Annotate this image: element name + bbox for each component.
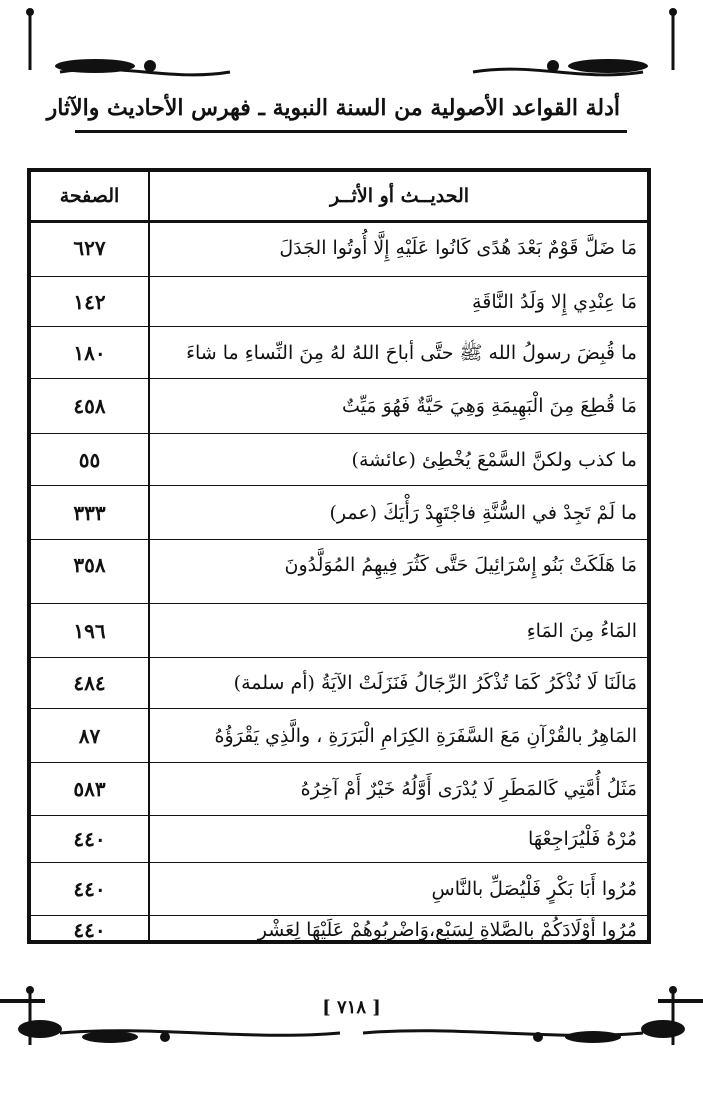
table-row bbox=[31, 816, 647, 863]
hadith-text: مُرُوا أَوْلَادَكُمْ بالصَّلاةِ لِسَبْعٍ،وَاضْرِبُوهُمْ عَلَيْهَا لِعَشْرٍ bbox=[257, 919, 637, 941]
page-number: ١٩٦ bbox=[73, 619, 106, 643]
hadith-text: مَا عِنْدِي إِلا وَلَدُ النَّاقَةِ bbox=[472, 291, 637, 313]
page-number: ١٤٢ bbox=[73, 290, 106, 314]
page-column-header: الصفحة bbox=[59, 185, 120, 207]
table-row bbox=[31, 223, 647, 277]
table-row bbox=[31, 379, 647, 434]
table-row bbox=[31, 277, 647, 327]
page-number: ٤٥٨ bbox=[73, 394, 106, 418]
hadith-text: المَاءُ مِنَ المَاءِ bbox=[526, 620, 637, 642]
hadith-text: ما قُبِضَ رسولُ الله ﷺ حتَّى أباحَ اللهُ لهُ مِنَ النِّساءِ ما شاءَ bbox=[186, 342, 637, 364]
page-number: ٨٧ bbox=[78, 724, 101, 748]
table-row bbox=[31, 540, 647, 604]
hadith-text: مُرُوا أَبَا بَكْرٍ فَلْيُصَلِّ بالنَّاسِ bbox=[431, 878, 637, 900]
table-row bbox=[31, 434, 647, 486]
page-number: ٤٨٤ bbox=[73, 671, 106, 695]
page-number-footer: [ ٧١٨ ] bbox=[322, 997, 381, 1018]
page-number: ٤٤٠ bbox=[73, 918, 106, 942]
table-row bbox=[31, 327, 647, 379]
table-row bbox=[31, 709, 647, 763]
hadith-index-table bbox=[27, 168, 651, 944]
hadith-text: ما كذب ولكنَّ السَّمْعَ يُخْطِئ (عائشة) bbox=[351, 449, 637, 471]
hadith-text: المَاهِرُ بالقُرْآنِ مَعَ السَّفَرَةِ الكِرَامِ الْبَرَرَةِ ، والَّذِي يَقْرَؤُهُ bbox=[214, 725, 637, 747]
page-number: ٤٤٠ bbox=[73, 877, 106, 901]
page-number: ٣٥٨ bbox=[73, 553, 106, 577]
table-row bbox=[31, 658, 647, 709]
running-header-title: أدلة القواعد الأصولية من السنة النبوية ـ فهرس الأحاديث والآثار bbox=[46, 95, 620, 121]
top-ornament bbox=[0, 0, 703, 80]
page-number: ٥٨٣ bbox=[73, 777, 106, 801]
hadith-text: مَا قُطِعَ مِنَ الْبَهِيمَةِ وَهِيَ حَيَّةٌ فَهُوَ مَيِّتٌ bbox=[341, 395, 637, 417]
page-number: ١٨٠ bbox=[73, 341, 106, 365]
hadith-text: مَثَلُ أُمَّتِي كَالمَطَرِ لَا يُدْرَى أَوَّلُهُ خَيْرٌ أَمْ آخِرُهُ bbox=[300, 778, 637, 800]
hadith-text: ما لَمْ تَجِدْ في السُّنَّةِ فاجْتَهِدْ رَأْيَكَ (عمر) bbox=[329, 502, 637, 524]
hadith-column-header: الحديــث أو الأثــر bbox=[329, 185, 470, 207]
table-header bbox=[31, 172, 647, 223]
table-row bbox=[31, 604, 647, 658]
hadith-text: مُرْهُ فَلْيُرَاجِعْهَا bbox=[528, 828, 637, 850]
table-row bbox=[31, 763, 647, 816]
table-row bbox=[31, 916, 647, 944]
table-row bbox=[31, 863, 647, 916]
hadith-text: مَالَنَا لَا نُذْكَرُ كَمَا تُذْكَرُ الرِّجَالُ فَنَزَلَتْ الآيَةُ (أم سلمة) bbox=[233, 672, 637, 694]
table-row bbox=[31, 486, 647, 540]
header-rule bbox=[75, 130, 627, 133]
page-number: ٦٢٧ bbox=[73, 236, 106, 260]
page-number: ٣٣٣ bbox=[73, 501, 106, 525]
page-number: ٥٥ bbox=[78, 448, 101, 472]
page-number: ٤٤٠ bbox=[73, 827, 106, 851]
hadith-text: مَا هَلَكَتْ بَنُو إِسْرَائِيلَ حَتَّى كَثُرَ فِيهِمُ المُوَلَّدُونَ bbox=[284, 554, 637, 576]
hadith-text: مَا ضَلَّ قَوْمٌ بَعْدَ هُدًى كَانُوا عَلَيْهِ إِلَّا أُوتُوا الجَدَلَ bbox=[279, 237, 637, 259]
